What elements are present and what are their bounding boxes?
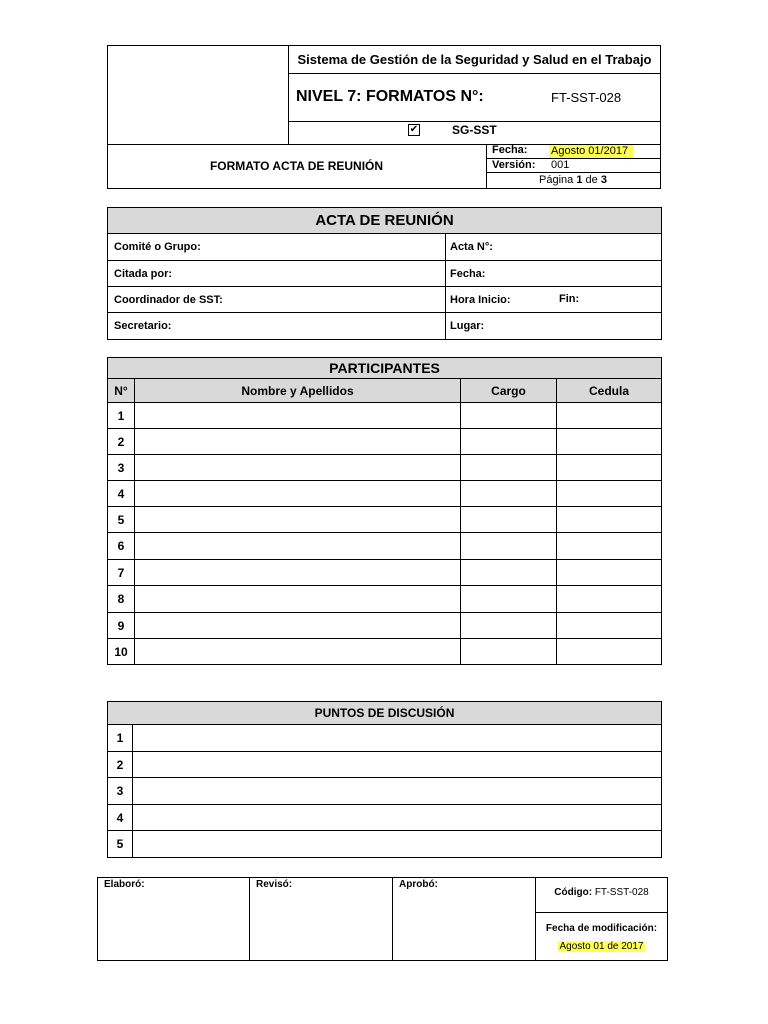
col-nombre: Nombre y Apellidos: [135, 379, 461, 403]
nombre-cell[interactable]: [135, 403, 461, 429]
row-number: 4: [108, 481, 135, 507]
cedula-cell[interactable]: [557, 481, 662, 507]
discusion-cell[interactable]: [133, 805, 662, 831]
nombre-cell[interactable]: [135, 455, 461, 481]
table-row: [108, 481, 662, 507]
coordinador-field[interactable]: [108, 287, 446, 313]
sgsst-label: SG-SST: [452, 123, 497, 137]
acta-fecha-label: Fecha:: [450, 267, 486, 280]
fecha-mod-label: Fecha de modificación:: [545, 923, 658, 934]
list-item: [108, 725, 662, 752]
page-of: de: [585, 174, 598, 186]
page-total: 3: [600, 174, 607, 186]
cedula-cell[interactable]: [557, 613, 662, 639]
row-number: 3: [108, 778, 133, 805]
row-number: 1: [108, 725, 133, 752]
cargo-cell[interactable]: [461, 613, 557, 639]
row-number: 5: [108, 507, 135, 533]
table-row: [108, 533, 662, 560]
acta-title: ACTA DE REUNIÓN: [108, 208, 662, 234]
fecha-field[interactable]: [446, 261, 662, 287]
cargo-cell[interactable]: [461, 560, 557, 586]
cedula-cell[interactable]: [557, 507, 662, 533]
table-row: [108, 586, 662, 613]
cargo-cell[interactable]: [461, 403, 557, 429]
comite-field[interactable]: [108, 234, 446, 261]
fecha-mod-value: Agosto 01 de 2017: [559, 941, 644, 952]
format-code: FT-SST-028: [551, 90, 622, 105]
version-value: 001: [551, 159, 570, 171]
table-row: [108, 429, 662, 455]
fecha-value: Agosto 01/2017: [549, 145, 634, 158]
col-cedula: Cedula: [557, 379, 662, 403]
table-row: [108, 613, 662, 639]
nombre-cell[interactable]: [135, 429, 461, 455]
discusion-cell[interactable]: [133, 752, 662, 778]
sgsst-checkbox[interactable]: ✔: [409, 124, 419, 135]
logo-box: [107, 45, 289, 145]
aprobo-label: Aprobó:: [399, 879, 438, 890]
citada-label: Citada por:: [114, 267, 173, 280]
cedula-cell[interactable]: [557, 560, 662, 586]
hora-inicio-label: Hora Inicio:: [450, 293, 511, 306]
form-title: FORMATO ACTA DE REUNIÓN: [209, 159, 384, 173]
nombre-cell[interactable]: [135, 560, 461, 586]
discusion-cell[interactable]: [133, 725, 662, 752]
cargo-cell[interactable]: [461, 481, 557, 507]
reviso-label: Revisó:: [256, 879, 293, 890]
level-label: NIVEL 7: FORMATOS N°:: [296, 88, 484, 105]
row-number: 7: [108, 560, 135, 586]
row-number: 2: [108, 752, 133, 778]
table-row: [108, 403, 662, 429]
cargo-cell[interactable]: [461, 586, 557, 613]
page-prefix: Página: [539, 174, 574, 186]
row-number: 6: [108, 533, 135, 560]
elaboro-label: Elaboró:: [104, 879, 145, 890]
comite-label: Comité o Grupo:: [114, 241, 201, 253]
cedula-cell[interactable]: [557, 639, 662, 665]
participantes-table: [107, 357, 662, 665]
cedula-cell[interactable]: [557, 455, 662, 481]
cedula-cell[interactable]: [557, 533, 662, 560]
list-item: [108, 752, 662, 778]
cargo-cell[interactable]: [461, 429, 557, 455]
nombre-cell[interactable]: [135, 613, 461, 639]
row-number: 5: [108, 831, 133, 858]
cargo-cell[interactable]: [461, 533, 557, 560]
lugar-label: Lugar:: [450, 320, 485, 332]
page-current: 1: [576, 174, 583, 186]
participantes-title: PARTICIPANTES: [108, 358, 662, 379]
codigo-value: FT-SST-028: [594, 887, 649, 898]
acta-no-label: Acta N°:: [450, 241, 493, 253]
cargo-cell[interactable]: [461, 639, 557, 665]
row-number: 1: [108, 403, 135, 429]
nombre-cell[interactable]: [135, 639, 461, 665]
row-number: 4: [108, 805, 133, 831]
table-row: [108, 560, 662, 586]
list-item: [108, 805, 662, 831]
row-number: 3: [108, 455, 135, 481]
lugar-field[interactable]: [446, 313, 662, 340]
table-row: [108, 455, 662, 481]
list-item: [108, 831, 662, 858]
hora-field[interactable]: [446, 287, 662, 313]
version-label: Versión:: [492, 159, 536, 171]
row-number: 10: [108, 639, 135, 665]
fin-label: Fin:: [559, 293, 580, 305]
nombre-cell[interactable]: [135, 507, 461, 533]
acta-no-field[interactable]: [446, 234, 662, 261]
row-number: 9: [108, 613, 135, 639]
nombre-cell[interactable]: [135, 481, 461, 507]
cargo-cell[interactable]: [461, 507, 557, 533]
cedula-cell[interactable]: [557, 429, 662, 455]
row-number: 8: [108, 586, 135, 613]
table-row: [108, 507, 662, 533]
discusion-title: PUNTOS DE DISCUSIÓN: [108, 702, 662, 725]
codigo-box: [536, 887, 667, 898]
discusion-cell[interactable]: [133, 831, 662, 858]
list-item: [108, 778, 662, 805]
discusion-table: [107, 701, 662, 858]
cargo-cell[interactable]: [461, 455, 557, 481]
nombre-cell[interactable]: [135, 586, 461, 613]
fecha-label: Fecha:: [492, 144, 528, 156]
cedula-cell[interactable]: [557, 403, 662, 429]
cedula-cell[interactable]: [557, 586, 662, 613]
row-number: 2: [108, 429, 135, 455]
secretario-label: Secretario:: [114, 320, 172, 332]
citada-field[interactable]: [108, 261, 446, 287]
system-title: Sistema de Gestión de la Seguridad y Salud en el Trabajo: [297, 52, 652, 67]
page-indicator: [539, 174, 607, 186]
col-numero: N°: [108, 379, 135, 403]
col-cargo: Cargo: [461, 379, 557, 403]
coordinador-label: Coordinador de SST:: [114, 293, 223, 306]
table-row: [108, 639, 662, 665]
codigo-label: Código:: [554, 887, 593, 898]
acta-table: [107, 207, 662, 340]
nombre-cell[interactable]: [135, 533, 461, 560]
discusion-cell[interactable]: [133, 778, 662, 805]
secretario-field[interactable]: [108, 313, 446, 340]
